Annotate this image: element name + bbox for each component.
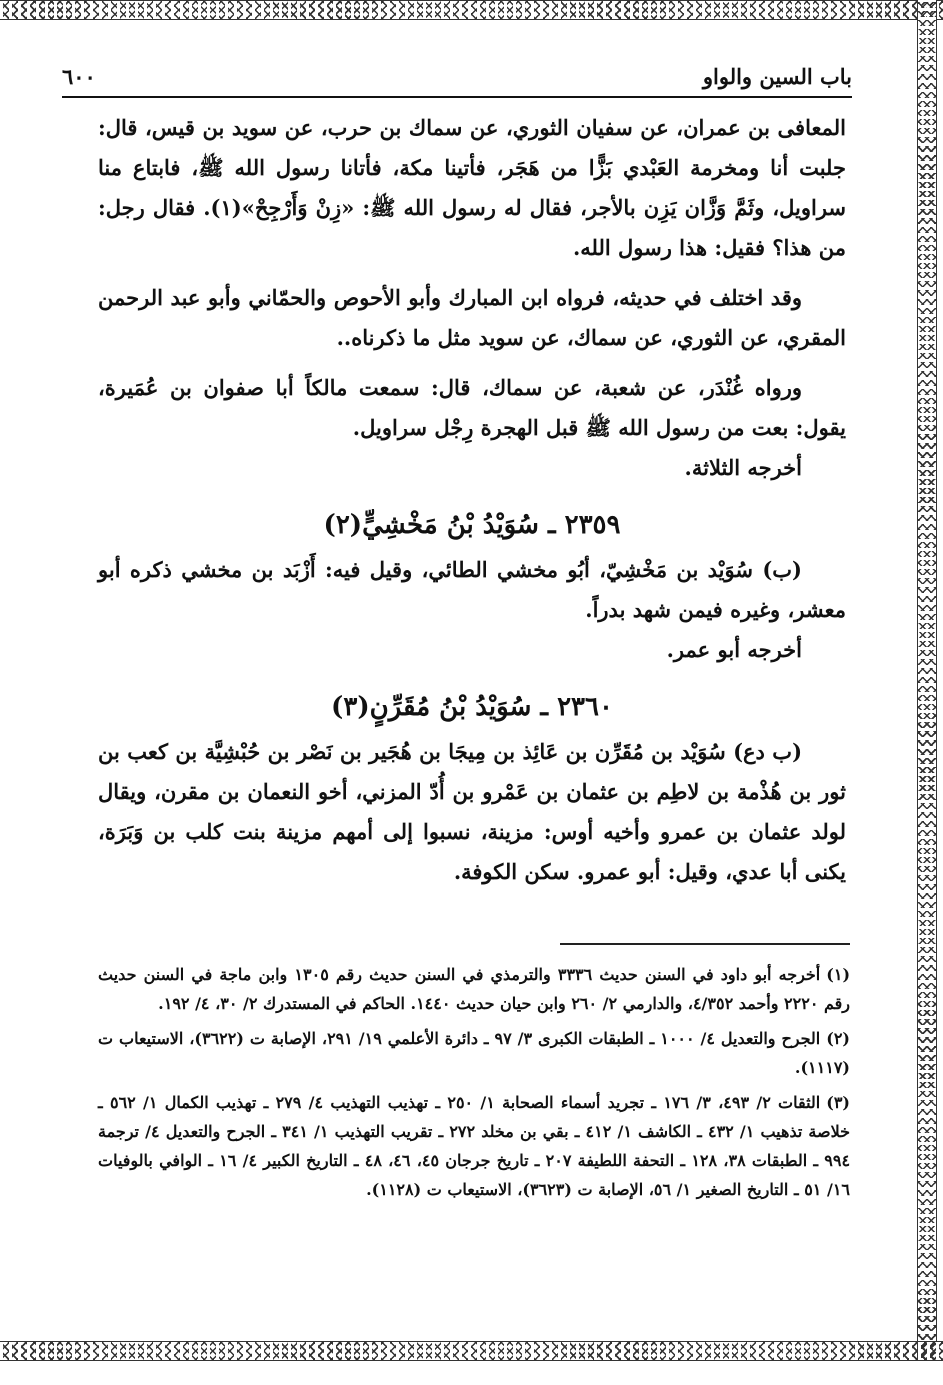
main-text bbox=[98, 108, 846, 892]
footnote-text: الثقات ٢/ ٤٩٣، ٣/ ١٧٦ ـ تجريد أسماء الصحابة ١/ ٢٥٠ ـ تهذيب التهذيب ٤/ ٢٧٩ ـ تهذيب الكمال ١/ ٥٦٢ ـ خلاصة تذهيب ١/ ٤٣٢ ـ الكاشف ١/ ٤١٢ ـ بقي بن مخلد ٢٧٢ ـ تقريب التهذيب ١/ ٣٤١ ـ الجرح والتعديل ٤/ ترجمة ٩٩٤ ـ الطبقات ٣٨، ١٢٨ ـ التحفة اللطيفة ٢٠٧ ـ تاريخ جرجان ٤٥، ٤٦، ٤٨ ـ التاريخ الكبير ٤/ ١٦ ـ الوافي بالوفيات ١٦/ ٥١ ـ التاريخ الصغير ١/ ٥٦، الإصابة ت (٣٦٢٣)، الاستيعاب ت (١١٢٨). bbox=[98, 1093, 851, 1199]
paragraph-4: أخرجه الثلاثة. bbox=[684, 455, 802, 480]
paragraph-3: ورواه غُنْدَر، عن شعبة، عن سماك، قال: سمعت مالكاً أبا صفوان بن عُمَيرة، يقول: بعت من رسول الله ﷺ قبل الهجرة رِجْل سراويل. bbox=[98, 375, 846, 440]
page-header bbox=[62, 62, 852, 98]
paragraph-7: (ب دع) سُوَيْد بن مُقَرِّن بن عَائِذ بن مِيجَا بن هُجَير بن نَصْر بن حُبْشِيَّة بن كعب بن ثور بن هُذْمة بن لاطِم بن عثمان بن عَمْرو بن أُدّ المزني، أخو النعمان بن مقرن، ويقال لولد عثمان بن عمرو وأخيه أوس: مزينة، نسبوا إلى أمهم مزينة بنت كلب بن وَبَرَة، يكنى أبا عدي، وقيل: أبو عمرو. سكن الكوفة. bbox=[98, 739, 846, 884]
footnote-number: (٣) bbox=[826, 1093, 850, 1112]
page-number: ٦٠٠ bbox=[62, 64, 96, 89]
decorative-border-bottom bbox=[0, 1341, 943, 1361]
footnote-number: (١) bbox=[826, 965, 851, 984]
decorative-border-top bbox=[0, 0, 943, 20]
footnote-divider bbox=[560, 943, 850, 945]
footnote-text: الجرح والتعديل ٤/ ١٠٠٠ ـ الطبقات الكبرى ٣/ ٩٧ ـ دائرة الأعلمي ١٩/ ٢٩١، الإصابة ت (٣٦٢٢)، الاستيعاب ت (١١١٧). bbox=[98, 1029, 850, 1077]
footnotes bbox=[98, 960, 850, 1210]
paragraph-2: وقد اختلف في حديثه، فرواه ابن المبارك وأبو الأحوص والحمّاني وأبو عبد الرحمن المقري، عن الثوري، عن سماك، عن سويد مثل ما ذكرناه.. bbox=[98, 285, 846, 350]
chapter-title: باب السين والواو bbox=[702, 64, 852, 89]
footnote-3 bbox=[98, 1088, 850, 1204]
footnote-2 bbox=[98, 1024, 850, 1082]
paragraph-5: (ب) سُوَيْد بن مَخْشِيّ، أبُو مخشي الطائي، وقيل فيه: أَزْبَد بن مخشي ذكره أبو معشر، وغيره فيمن شهد بدراً. bbox=[98, 557, 846, 622]
paragraph-6: أخرجه أبو عمر. bbox=[666, 637, 802, 662]
decorative-border-right bbox=[917, 0, 937, 1361]
entry-heading-2360: ٢٣٦٠ ـ سُوَيْدُ بْنُ مُقَرِّنٍ(٣) bbox=[331, 692, 613, 722]
entry-heading-2359: ٢٣٥٩ ـ سُوَيْدُ بْنُ مَخْشِيٍّ(٢) bbox=[323, 510, 621, 540]
paragraph-1: المعافى بن عمران، عن سفيان الثوري، عن سماك بن حرب، عن سويد بن قيس، قال: جلبت أنا ومخرمة العَبْدي بَزًّا من هَجَر، فأتينا مكة، فأتانا رسول الله ﷺ، فابتاع منا سراويل، وثَمَّ وَزَّان يَزِن بالأجر، فقال له رسول الله ﷺ: «زِنْ وَأَرْجِحْ»(١). فقال رجل: من هذا؟ فقيل: هذا رسول الله. bbox=[98, 115, 847, 260]
footnote-number: (٢) bbox=[826, 1029, 850, 1048]
footnote-1 bbox=[98, 960, 850, 1018]
footnote-text: أخرجه أبو داود في السنن حديث ٣٣٣٦ والترمذي في السنن حديث رقم ١٣٠٥ وابن ماجة في السنن حديث رقم ٢٢٢٠ وأحمد ٤/٣٥٢، والدارمي ٢/ ٢٦٠ وابن حيان حديث ١٤٤٠. الحاكم في المستدرك ٢/ ٣٠، ٤/ ١٩٢. bbox=[98, 965, 850, 1013]
